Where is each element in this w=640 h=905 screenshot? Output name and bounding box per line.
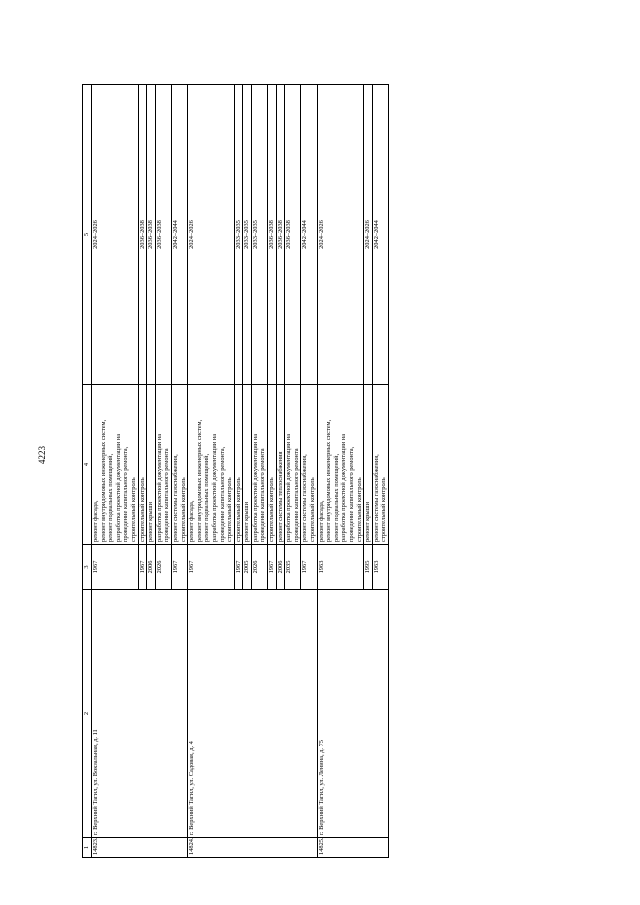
work-line: проведение капитального ремонта,: [348, 446, 355, 542]
year: 2035: [285, 545, 301, 590]
work-line: ремонт системы газоснабжения,: [171, 454, 179, 542]
work-type: [285, 385, 301, 545]
page-number: 4223: [37, 446, 47, 464]
work-line: разработка проектной документации на: [155, 433, 163, 542]
header-col-2: 2: [83, 590, 92, 838]
period: 2036–2038: [138, 85, 147, 385]
work-line: ремонт внутридомовых инженерных систем,: [195, 419, 203, 542]
address: г. Верхний Тагил, ул. Ленина, д. 75: [317, 590, 388, 838]
work-line: строительный контроль: [138, 477, 146, 542]
work-type: [171, 385, 187, 545]
year: 2026: [155, 545, 171, 590]
year: 1967: [188, 545, 235, 590]
period: 2033–2035: [243, 85, 252, 385]
work-line: проведение капитального ремонта: [259, 448, 267, 542]
work-line: ремонт крыши: [364, 501, 372, 542]
period: 2024–2026: [364, 85, 373, 385]
year: 1967: [301, 545, 317, 590]
work-line: проведение капитального ремонта,: [122, 446, 130, 542]
work-type: [138, 385, 147, 545]
period: 2024–2026: [188, 85, 235, 385]
work-line: ремонт фасада,: [317, 500, 325, 542]
period: 2024–2026: [92, 85, 139, 385]
address: г. Верхний Тагил, ул. Садовая, д. 4: [188, 590, 318, 838]
year: 2006: [147, 545, 156, 590]
work-line: разработка проектной документации на: [251, 433, 259, 542]
work-line: ремонт внутридомовых инженерных систем,: [99, 419, 107, 542]
work-type: [92, 385, 139, 545]
year: 2026: [251, 545, 267, 590]
work-line: строительный контроль: [380, 477, 388, 542]
work-type: [234, 385, 243, 545]
work-line: строительный контроль: [226, 477, 234, 542]
table-row: [92, 85, 139, 858]
work-line: строительный контроль: [268, 477, 276, 542]
table-row: [188, 85, 235, 858]
year: 1967: [268, 545, 277, 590]
year: 1967: [234, 545, 243, 590]
header-col-4: 4: [83, 385, 92, 545]
period: 2033–2035: [234, 85, 243, 385]
work-type: [268, 385, 277, 545]
work-line: строительный контроль: [355, 477, 363, 542]
work-type: [243, 385, 252, 545]
period: 2042–2044: [372, 85, 388, 385]
work-type: [372, 385, 388, 545]
period: 2036–2038: [155, 85, 171, 385]
period: 2024–2026: [317, 85, 364, 385]
period: 2036–2038: [147, 85, 156, 385]
work-type: [364, 385, 373, 545]
work-line: ремонт подвальных помещений,: [332, 453, 340, 542]
address: г. Верхний Тагил, ул. Вокзальная, д. 11: [92, 590, 188, 838]
work-type: [317, 385, 364, 545]
work-line: разработка проектной документации на: [114, 433, 122, 542]
period: 2033–2035: [251, 85, 267, 385]
work-line: разработка проектной документации на: [285, 433, 293, 542]
work-line: ремонт подвальных помещений,: [203, 453, 211, 542]
year: 1967: [138, 545, 147, 590]
record-number: 14824.: [188, 838, 318, 858]
work-line: строительный контроль: [179, 477, 187, 542]
year: 1963: [372, 545, 388, 590]
work-line: разработка проектной документации на: [340, 433, 348, 542]
header-col-5: 5: [83, 85, 92, 385]
year: 1967: [171, 545, 187, 590]
rotated-table-container: [82, 88, 552, 858]
work-type: [301, 385, 317, 545]
work-line: строительный контроль: [129, 477, 137, 542]
work-line: ремонт системы теплоснабжения: [276, 451, 284, 542]
period: 2042–2044: [171, 85, 187, 385]
year: 1967: [92, 545, 139, 590]
work-line: ремонт фасада,: [92, 500, 99, 542]
record-number: 14825.: [317, 838, 388, 858]
work-line: ремонт системы газоснабжения,: [372, 454, 380, 542]
work-type: [147, 385, 156, 545]
work-line: ремонт фасада,: [188, 500, 196, 542]
repair-schedule-table: [82, 84, 389, 858]
year: 2006: [276, 545, 285, 590]
work-line: строительный контроль: [234, 477, 242, 542]
record-number: 14823.: [92, 838, 188, 858]
work-type: [276, 385, 285, 545]
header-row: [83, 85, 92, 858]
work-type: [188, 385, 235, 545]
work-line: ремонт подвальных помещений,: [107, 453, 115, 542]
period: 2036–2038: [276, 85, 285, 385]
year: 1995: [364, 545, 373, 590]
work-line: проведение капитального ремонта: [292, 448, 300, 542]
work-type: [155, 385, 171, 545]
period: 2036–2038: [268, 85, 277, 385]
work-line: ремонт крыши: [147, 501, 155, 542]
period: 2036–2038: [285, 85, 301, 385]
work-line: проведение капитального ремонта: [163, 448, 171, 542]
year: 1963: [317, 545, 364, 590]
table-body: [92, 85, 389, 858]
work-line: строительный контроль: [309, 477, 317, 542]
header-col-1: 1: [83, 838, 92, 858]
table-row: [317, 85, 364, 858]
work-line: проведение капитального ремонта,: [218, 446, 226, 542]
year: 2005: [243, 545, 252, 590]
work-line: ремонт крыши: [243, 501, 251, 542]
work-line: ремонт системы газоснабжения,: [301, 454, 309, 542]
header-col-3: 3: [83, 545, 92, 590]
work-line: ремонт внутридомовых инженерных систем,: [325, 419, 333, 542]
period: 2042–2044: [301, 85, 317, 385]
work-type: [251, 385, 267, 545]
work-line: разработка проектной документации на: [210, 433, 218, 542]
